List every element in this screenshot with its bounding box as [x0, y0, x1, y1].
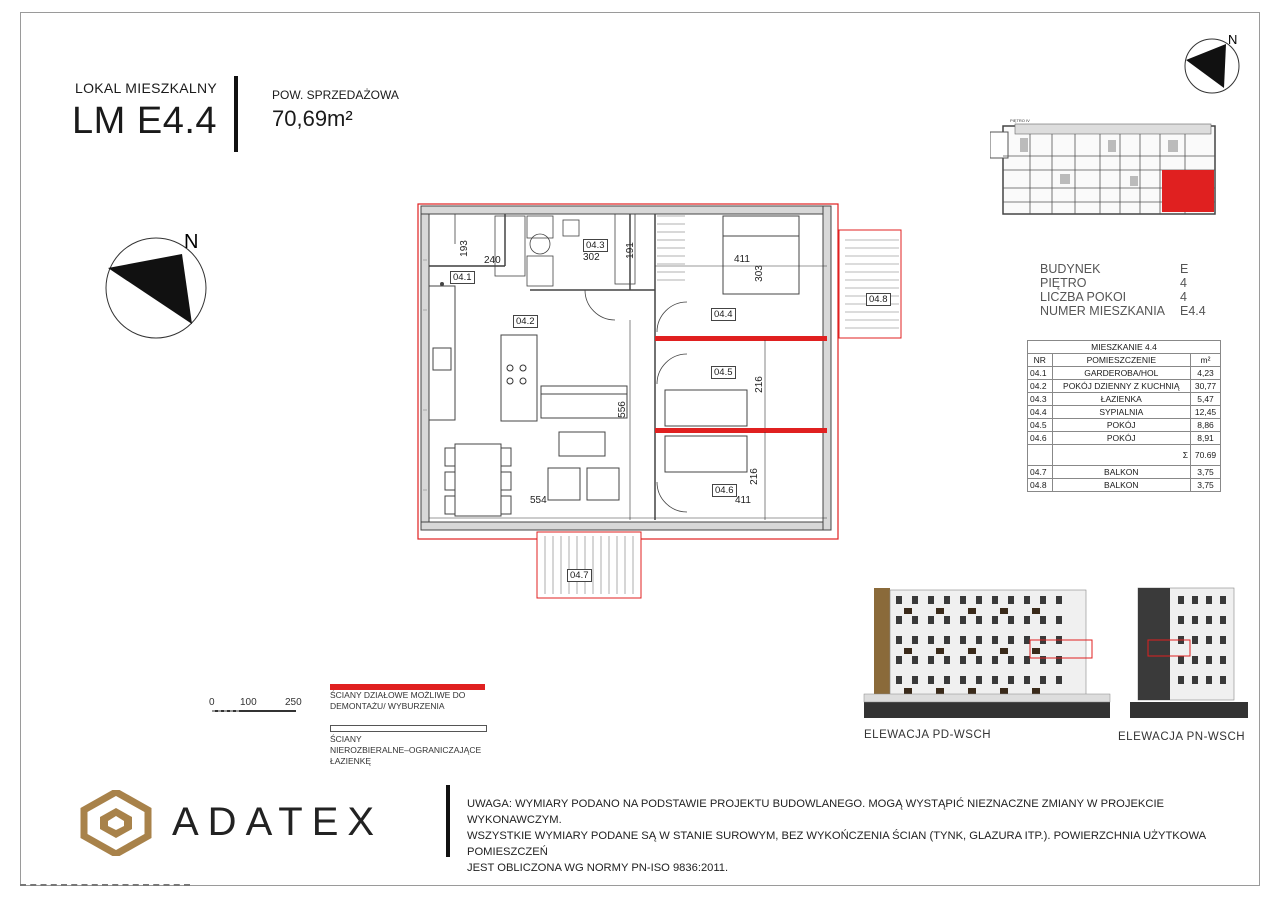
table-row [1028, 406, 1221, 419]
elevation-right-label: ELEWACJA PN-WSCH [1118, 731, 1246, 743]
room-area: 8,86 [1191, 419, 1221, 432]
legend-fixed-line1: ŚCIANY [330, 734, 362, 744]
room-area: 4,23 [1191, 367, 1221, 380]
sum-symbol: Σ [1052, 445, 1190, 466]
dim-label: 556 [616, 401, 628, 418]
legend-fixed-line2: NIEROZBIERALNE–OGRANICZAJĄCE [330, 745, 482, 755]
rooms-table [1027, 340, 1221, 492]
col-header-area: m² [1191, 354, 1221, 367]
room-tag-04-4: 04.4 [711, 308, 736, 321]
info-row-building [1040, 262, 1200, 276]
room-name: POKÓJ [1052, 419, 1190, 432]
balcony-name: BALKON [1052, 479, 1190, 492]
scale-tick-100: 100 [240, 697, 257, 708]
room-nr: 04.6 [1028, 432, 1053, 445]
key-plan-label: PIĘTRO IV [1010, 118, 1030, 123]
brand-name: ADATEX [172, 800, 384, 844]
unit-type-label: LOKAL MIESZKALNY [75, 80, 217, 96]
info-value: 4 [1180, 290, 1187, 304]
info-label: PIĘTRO [1040, 276, 1087, 290]
dim-label: 411 [734, 254, 750, 265]
table-row [1028, 466, 1221, 479]
key-plan [990, 118, 1230, 222]
dim-label: 216 [748, 468, 760, 485]
room-name: POKÓJ DZIENNY Z KUCHNIĄ [1052, 380, 1190, 393]
dim-label: 303 [753, 265, 765, 282]
room-nr: 04.3 [1028, 393, 1053, 406]
room-area: 12,45 [1191, 406, 1221, 419]
elevation-pn-wsch [1128, 586, 1254, 724]
room-tag-04-8: 04.8 [866, 293, 891, 306]
balcony-area: 3,75 [1191, 466, 1221, 479]
room-tag-04-6: 04.6 [712, 484, 737, 497]
info-label: NUMER MIESZKANIA [1040, 304, 1166, 318]
info-label: LICZBA POKOI [1040, 290, 1127, 304]
room-tag-04-2: 04.2 [513, 315, 538, 328]
dim-label: 554 [530, 495, 547, 506]
balcony-nr: 04.8 [1028, 479, 1053, 492]
info-label: BUDYNEK [1040, 262, 1101, 276]
info-value: 4 [1180, 276, 1187, 290]
info-list [1040, 262, 1206, 318]
room-nr: 04.5 [1028, 419, 1053, 432]
table-row-sum [1028, 445, 1221, 466]
room-tag-04-5: 04.5 [711, 366, 736, 379]
notice-text [467, 796, 1237, 876]
dim-label: 411 [735, 495, 751, 506]
area-label: POW. SPRZEDAŻOWA [272, 88, 399, 102]
room-name: SYPIALNIA [1052, 406, 1190, 419]
table-row [1028, 432, 1221, 445]
info-row-apartment [1040, 304, 1206, 318]
col-header-nr: NR [1028, 354, 1053, 367]
rooms-table-title: MIESZKANIE 4.4 [1028, 341, 1221, 354]
dim-label: 240 [484, 255, 501, 266]
legend-swatch-fixed [330, 725, 487, 732]
sum-value: 70.69 [1191, 445, 1221, 466]
dim-label: 193 [458, 240, 470, 257]
notice-line-2: WSZYSTKIE WYMIARY PODANE SĄ W STANIE SUROWYM, BEZ WYKOŃCZENIA ŚCIAN (TYNK, GLAZURA ITP.). POWIERZCHNIA UŻYTKOWA POMIESZCZEŃ [467, 830, 1206, 858]
scale-tick-250: 250 [285, 697, 302, 708]
room-tag-04-1: 04.1 [450, 271, 475, 284]
notice-line-3: JEST OBLICZONA WG NORMY PN-ISO 9836:2011. [467, 862, 729, 874]
room-name: GARDEROBA/HOL [1052, 367, 1190, 380]
adatex-logo-icon [78, 790, 154, 856]
col-header-room: POMIESZCZENIE [1052, 354, 1190, 367]
balcony-area: 3,75 [1191, 479, 1221, 492]
notice-divider [446, 785, 450, 857]
dim-label: 302 [583, 252, 600, 263]
table-row [1028, 380, 1221, 393]
room-tag-04-3: 04.3 [583, 239, 608, 252]
elevation-left-label: ELEWACJA PD-WSCH [864, 729, 992, 741]
info-row-floor [1040, 276, 1200, 290]
compass-n-letter-top: N [1228, 32, 1238, 47]
info-row-rooms [1040, 290, 1200, 304]
room-area: 30,77 [1191, 380, 1221, 393]
compass-north-top [1180, 30, 1244, 98]
table-row [1028, 367, 1221, 380]
legend-removable-text: ŚCIANY DZIAŁOWE MOŻLIWE DO DEMONTAŻU/ WYBURZENIA [330, 690, 466, 711]
room-nr: 04.2 [1028, 380, 1053, 393]
room-area: 5,47 [1191, 393, 1221, 406]
balcony-nr: 04.7 [1028, 466, 1053, 479]
info-value: E [1180, 262, 1189, 276]
room-nr: 04.1 [1028, 367, 1053, 380]
info-value: E4.4 [1180, 304, 1206, 318]
elevation-pd-wsch [860, 586, 1120, 724]
room-name: ŁAZIENKA [1052, 393, 1190, 406]
room-nr: 04.4 [1028, 406, 1053, 419]
table-row [1028, 479, 1221, 492]
dim-label: 191 [624, 242, 636, 259]
balcony-name: BALKON [1052, 466, 1190, 479]
notice-line-1: UWAGA: WYMIARY PODANO NA PODSTAWIE PROJEKTU BUDOWLANEGO. MOGĄ WYSTĄPIĆ NIEZNACZNE ZMIANY W PROJEKCIE WYKONAWCZYM. [467, 798, 1165, 826]
dim-label: 216 [753, 376, 765, 393]
room-tag-04-7: 04.7 [567, 569, 592, 582]
bottom-dash-mark [20, 884, 190, 886]
title-divider [234, 76, 238, 152]
unit-code: LM E4.4 [72, 100, 218, 142]
compass-north-plan [98, 226, 218, 346]
scale-tick-0: 0 [209, 697, 215, 708]
legend-fixed-line3: ŁAZIENKĘ [330, 756, 372, 766]
room-name: POKÓJ [1052, 432, 1190, 445]
table-row [1028, 393, 1221, 406]
area-value: 70,69m² [272, 106, 353, 131]
room-area: 8,91 [1191, 432, 1221, 445]
table-row [1028, 419, 1221, 432]
compass-n-letter-plan: N [184, 231, 199, 253]
